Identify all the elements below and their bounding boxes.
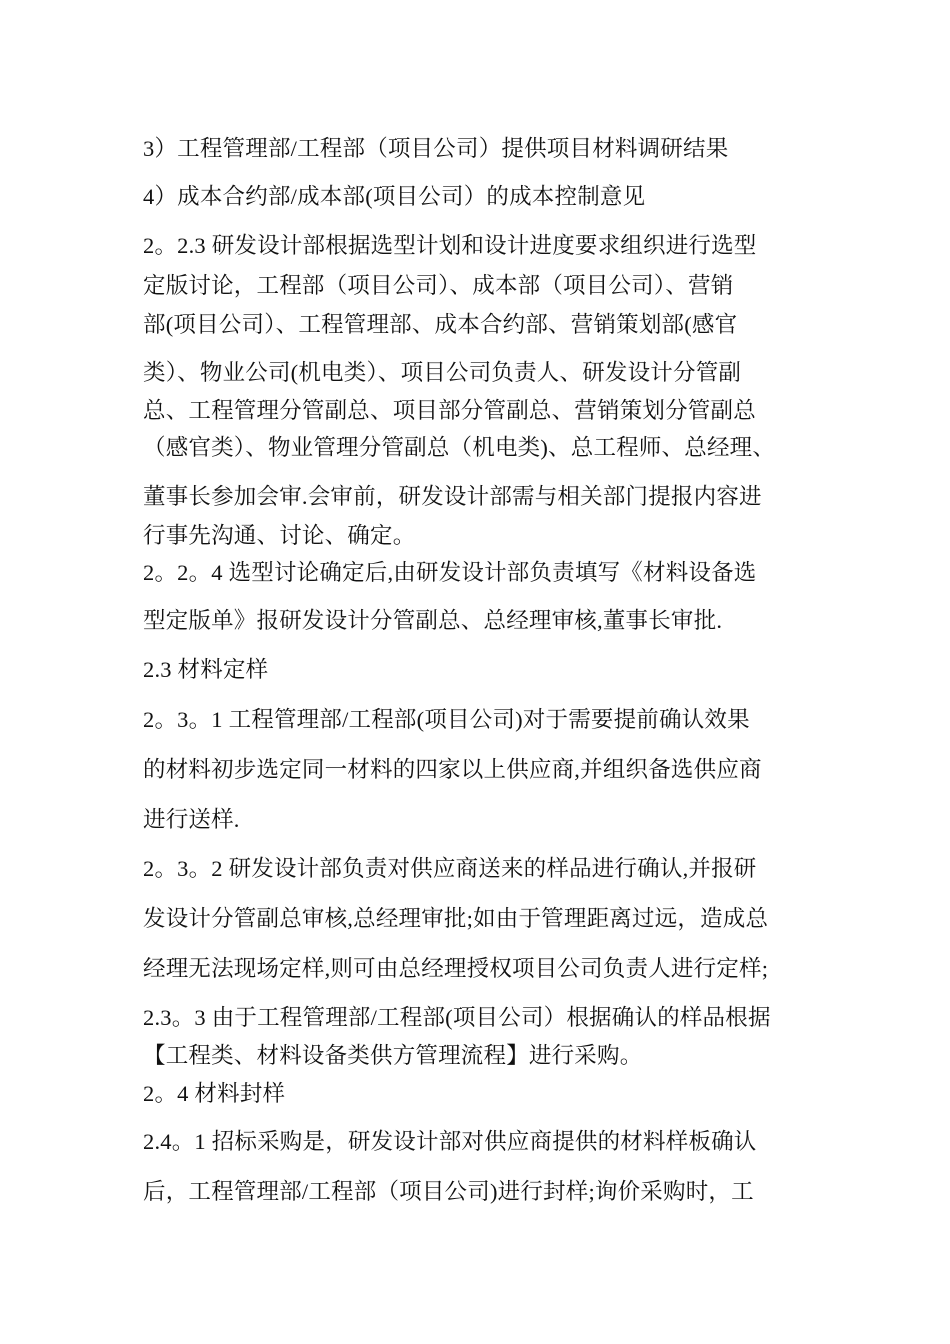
text-line: 类）、物业公司(机电类）、项目公司负责人、研发设计分管副 — [143, 360, 742, 385]
text-line: 进行送样. — [143, 807, 240, 832]
text-line: 【工程类、材料设备类供方管理流程】进行采购。 — [143, 1043, 643, 1068]
text-line: 董事长参加会审.会审前，研发设计部需与相关部门提报内容进 — [143, 484, 762, 509]
text-line: 2。3。2 研发设计部负责对供应商送来的样品进行确认,并报研 — [143, 856, 757, 881]
text-line: 行事先沟通、讨论、确定。 — [143, 523, 416, 548]
text-line: 型定版单》报研发设计分管副总、总经理审核,董事长审批. — [143, 608, 723, 633]
text-line: 后，工程管理部/工程部（项目公司)进行封样;询价采购时，工 — [143, 1179, 754, 1204]
section-heading: 2.3 材料定样 — [143, 657, 269, 682]
text-line: 2.3。3 由于工程管理部/工程部(项目公司）根据确认的样品根据 — [143, 1005, 771, 1030]
text-line: 4）成本合约部/成本部(项目公司）的成本控制意见 — [143, 184, 646, 209]
text-line: 2。2.3 研发设计部根据选型计划和设计进度要求组织进行选型 — [143, 233, 757, 258]
text-line: 总、工程管理分管副总、项目部分管副总、营销策划分管副总 — [143, 398, 756, 423]
text-line: 2。3。1 工程管理部/工程部(项目公司)对于需要提前确认效果 — [143, 707, 750, 732]
text-line: （感官类）、物业管理分管副总（机电类)、总工程师、总经理、 — [143, 435, 776, 460]
text-line: 的材料初步选定同一材料的四家以上供应商,并组织备选供应商 — [143, 757, 762, 782]
text-line: 发设计分管副总审核,总经理审批;如由于管理距离过远，造成总 — [143, 906, 769, 931]
text-line: 3）工程管理部/工程部（项目公司）提供项目材料调研结果 — [143, 136, 729, 161]
text-line: 2.4。1 招标采购是，研发设计部对供应商提供的材料样板确认 — [143, 1129, 757, 1154]
section-heading: 2。4 材料封样 — [143, 1081, 286, 1106]
text-line: 经理无法现场定样,则可由总经理授权项目公司负责人进行定样; — [143, 956, 769, 981]
text-line: 部(项目公司）、工程管理部、成本合约部、营销策划部(感官 — [143, 312, 738, 337]
text-line: 定版讨论，工程部（项目公司）、成本部（项目公司）、营销 — [143, 273, 734, 298]
text-line: 2。2。4 选型讨论确定后,由研发设计部负责填写《材料设备选 — [143, 560, 757, 585]
